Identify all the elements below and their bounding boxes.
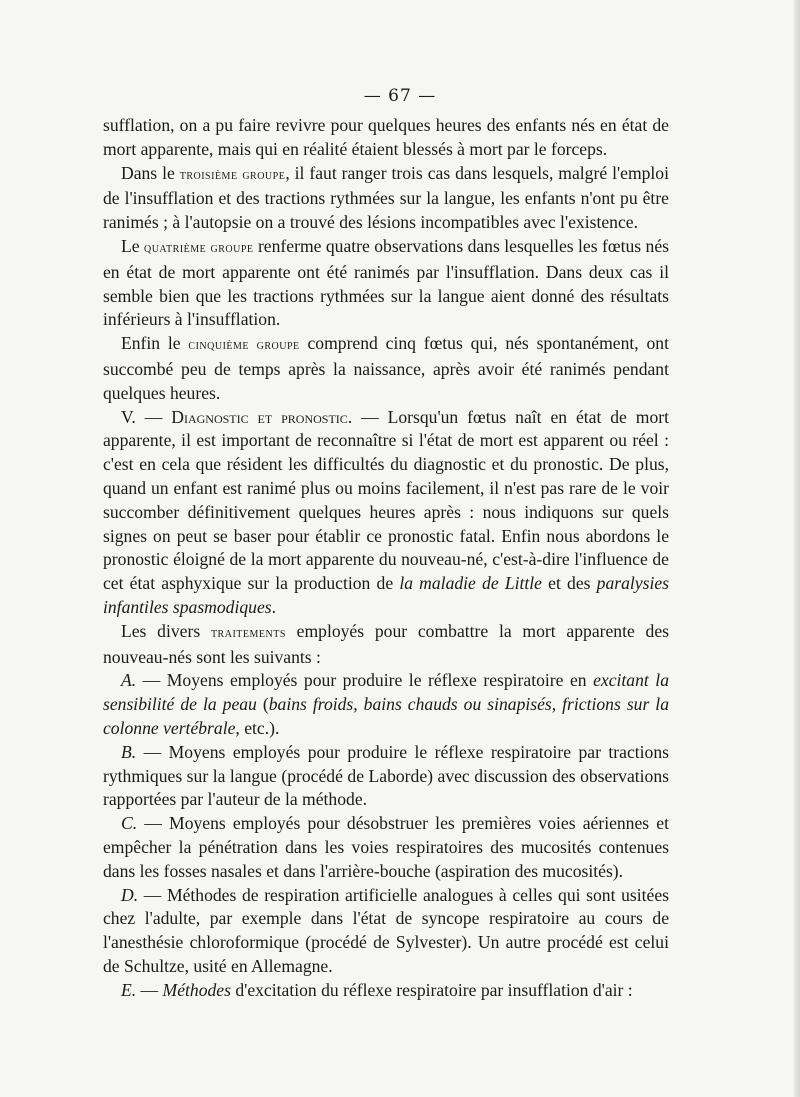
list-item-d: D. — Méthodes de respiration artificielle analogues à celles qui sont usitées chez l'adulte, par exemple dans l'état de syncope respiratoire au cours de l'anesthésie chloroformique (procédé de Sylvester). Un autre procédé est celui de Schultze, usité en Allemagne. xyxy=(103,884,669,976)
paragraph-cinquieme-groupe: Enfin le cinquième groupe comprend cinq fœtus qui, nés spontanément, ont succombé peu de temps après la naissance, après avoir été ranimés pendant quelques heures. xyxy=(103,333,669,403)
small-caps-heading: troisième groupe xyxy=(179,166,286,183)
small-caps-heading: quatrième groupe xyxy=(143,239,254,256)
list-item-e: E. — Méthodes d'excitation du réflexe respiratoire par insufflation d'air : xyxy=(121,979,633,1000)
section-heading: Diagnostic et pronostic. xyxy=(171,406,353,427)
page-edge-shadow xyxy=(794,0,800,1097)
paragraph-1: sufflation, on a pu faire revivre pour quelques heures des enfants nés en état de mort apparente, mais qui en réalité étaient blessés à mort par le forceps. xyxy=(103,115,669,159)
body-text xyxy=(103,114,669,1002)
list-item-c: C. — Moyens employés pour désobstruer les premières voies aériennes et empêcher la pénétration dans les voies respiratoires des mucosités contenues dans les fosses nasales et dans l'arrière-bouche (aspiration des mucosités). xyxy=(103,813,669,881)
paragraph-quatrieme-groupe: Le quatrième groupe renferme quatre observations dans lesquelles les fœtus nés en état de mort apparente ont été ranimés par l'insufflation. Dans deux cas il semble bien que les tractions rythmées sur la langue aient donné des résultats inférieurs à l'insufflation. xyxy=(103,235,669,330)
list-item-a: A. — Moyens employés pour produire le réflexe respiratoire en excitant la sensibilité de la peau (bains froids, bains chauds ou sinapisés, frictions sur la colonne vertébrale, etc.). xyxy=(103,670,669,738)
paragraph-traitements: Les divers traitements employés pour combattre la mort apparente des nouveau-nés sont les suivants : xyxy=(103,620,670,667)
paragraph-diagnostic: V. — Diagnostic et pronostic. — Lorsqu'un fœtus naît en état de mort apparente, il est important de reconnaître si l'état de mort est apparent ou réel : c'est en cela que résident les difficultés du diagnostic et du pronostic. De plus, quand un enfant est ranimé plus ou moins facilement, il n'est pas rare de le voir succomber définitivement quelques heures après : nous indiquons sur quels signes on peut se baser pour établir ce pronostic fatal. Enfin nous abordons le pronostic éloigné de la mort apparente du nouveau-né, c'est-à-dire l'influence de cet état asphyxique sur la production de la maladie de Little et des paralysies infantiles spasmodiques. xyxy=(103,406,670,617)
page-number: — 67 — xyxy=(363,86,437,106)
small-caps-heading: traitements xyxy=(210,624,286,641)
small-caps-heading: cinquième groupe xyxy=(188,337,300,354)
paragraph-troisieme-groupe: Dans le troisième groupe, il faut ranger trois cas dans lesquels, malgré l'emploi de l'insufflation et des tractions rythmées sur la langue, les enfants n'ont pu être ranimés ; à l'autopsie on a trouvé des lésions incompatibles avec l'existence. xyxy=(103,162,669,233)
list-item-b: B. — Moyens employés pour produire le réflexe respiratoire par tractions rythmiques sur la langue (procédé de Laborde) avec discussion des observations rapportées par l'auteur de la méthode. xyxy=(103,741,669,810)
